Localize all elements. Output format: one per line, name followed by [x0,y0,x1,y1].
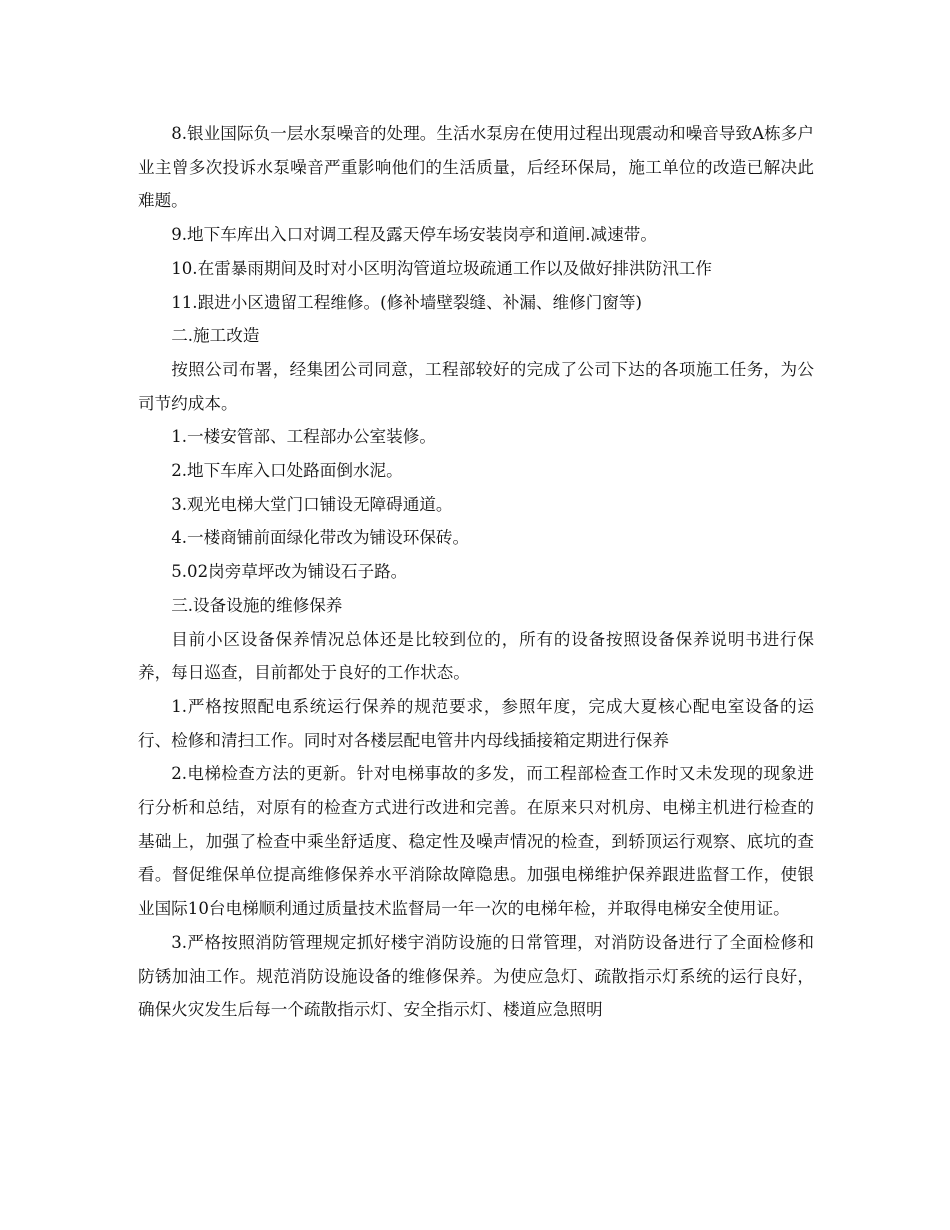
paragraph-maintenance-item-1-power: 1.严格按照配电系统运行保养的规范要求，参照年度，完成大夏核心配电室设备的运行、检修和清扫工作。同时对各楼层配电管井内母线插接箱定期进行保养 [138,696,814,750]
paragraph-construction-item-4: 4.一楼商铺前面绿化带改为铺设环保砖。 [171,528,470,548]
paragraph-item-10-flood-prevention: 10.在雷暴雨期间及时对小区明沟管道垃圾疏通工作以及做好排洪防汛工作 [171,258,712,278]
section-heading-maintenance: 三.设备设施的维修保养 [171,595,343,615]
document-body [138,117,814,1027]
paragraph-maintenance-item-2-elevator: 2.电梯检查方法的更新。针对电梯事故的多发，而工程部检查工作时又未发现的现象进行分析和总结，对原有的检查方式进行改进和完善。在原来只对机房、电梯主机进行检查的基础上，加强了检查中乘坐舒适度、稳定性及噪声情况的检查，到轿顶运行观察、底坑的查看。督促维保单位提高维修保养水平消除故障隐患。加强电梯维护保养跟进监督工作，使银业国际10台电梯顺利通过质量技术监督局一年一次的电梯年检，并取得电梯安全使用证。 [138,764,814,919]
paragraph-construction-intro: 按照公司布署，经集团公司同意，工程部较好的完成了公司下达的各项施工任务，为公司节约成本。 [138,359,814,413]
paragraph-maintenance-intro: 目前小区设备保养情况总体还是比较到位的，所有的设备按照设备保养说明书进行保养，每日巡查，目前都处于良好的工作状态。 [138,629,814,683]
paragraph-construction-item-2: 2.地下车库入口处路面倒水泥。 [171,461,403,481]
paragraph-construction-item-5: 5.02岗旁草坪改为铺设石子路。 [171,562,408,582]
paragraph-construction-item-3: 3.观光电梯大堂门口铺设无障碍通道。 [171,494,453,514]
paragraph-construction-item-1: 1.一楼安管部、工程部办公室装修。 [171,427,436,447]
paragraph-maintenance-item-3-fire: 3.严格按照消防管理规定抓好楼宇消防设施的日常管理，对消防设备进行了全面检修和防锈加油工作。规范消防设施设备的维修保养。为使应急灯、疏散指示灯系统的运行良好，确保火灾发生后每一个疏散指示灯、安全指示灯、楼道应急照明 [138,932,814,1020]
paragraph-item-8-water-pump-noise: 8.银业国际负一层水泵噪音的处理。生活水泵房在使用过程出现震动和噪音导致A栋多户业主曾多次投诉水泵噪音严重影响他们的生活质量，后经环保局，施工单位的改造已解决此难题。 [138,124,814,211]
paragraph-item-9-garage-entrance: 9.地下车库出入口对调工程及露天停车场安装岗亭和道闸.减速带。 [171,225,657,245]
section-heading-construction: 二.施工改造 [171,326,260,346]
paragraph-item-11-legacy-repairs: 11.跟进小区遗留工程维修。(修补墙壁裂缝、补漏、维修门窗等) [171,292,642,312]
